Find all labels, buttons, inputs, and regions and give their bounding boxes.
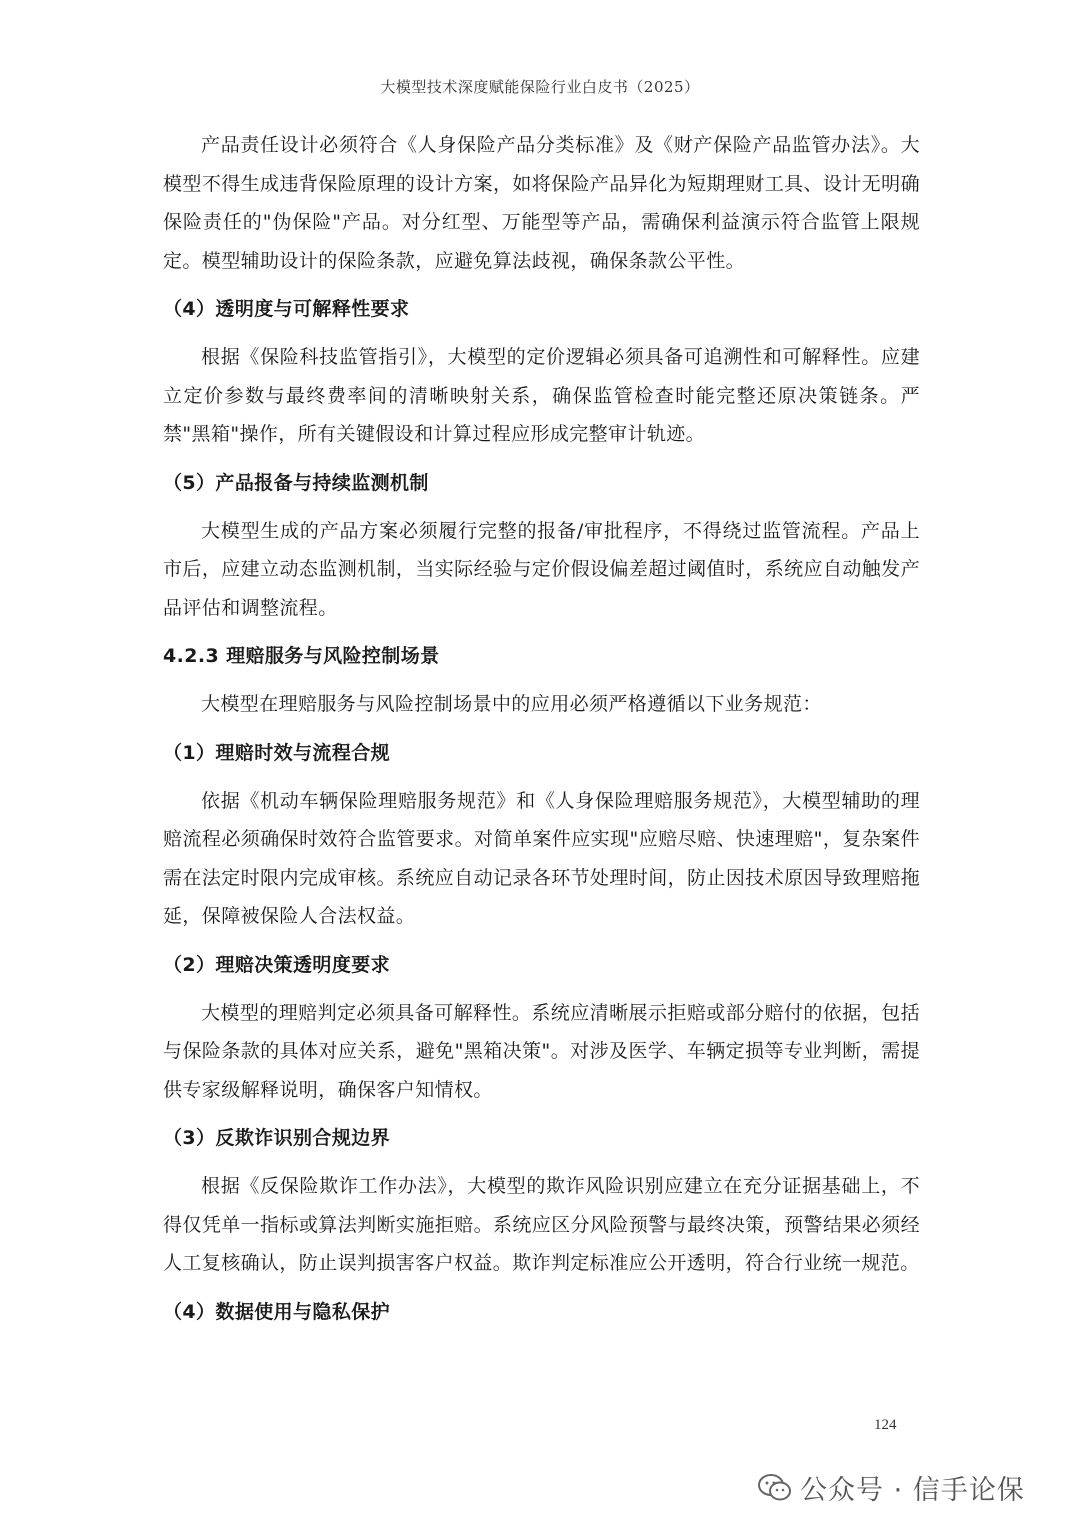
body-paragraph: 根据《保险科技监管指引》，大模型的定价逻辑必须具备可追溯性和可解释性。应建立定价参数与最终费率间的清晰映射关系，确保监管检查时能完整还原决策链条。严禁"黑箱"操作，所有关键假设和计算过程应形成完整审计轨迹。 [163, 346, 920, 445]
body-paragraph: 大模型在理赔服务与风险控制场景中的应用必须严格遵循以下业务规范： [201, 693, 822, 715]
body-paragraph: 根据《反保险欺诈工作办法》，大模型的欺诈风险识别应建立在充分证据基础上，不得仅凭单一指标或算法判断实施拒赔。系统应区分风险预警与最终决策，预警结果必须经人工复核确认，防止误判损害客户权益。欺诈判定标准应公开透明，符合行业统一规范。 [163, 1175, 920, 1274]
subheading: （4）透明度与可解释性要求 [163, 298, 410, 320]
section-heading: 4.2.3 理赔服务与风险控制场景 [163, 645, 440, 667]
body-paragraph: 产品责任设计必须符合《人身保险产品分类标准》及《财产保险产品监管办法》。大模型不得生成违背保险原理的设计方案，如将保险产品异化为短期理财工具、设计无明确保险责任的"伪保险"产品。对分红型、万能型等产品，需确保利益演示符合监管上限规定。模型辅助设计的保险条款，应避免算法歧视，确保条款公平性。 [163, 134, 920, 272]
body-paragraph: 大模型生成的产品方案必须履行完整的报备/审批程序，不得绕过监管流程。产品上市后，应建立动态监测机制，当实际经验与定价假设偏差超过阈值时，系统应自动触发产品评估和调整流程。 [163, 519, 920, 619]
page-body [163, 126, 920, 1341]
subheading: （5）产品报备与持续监测机制 [163, 471, 429, 494]
watermark-text: 公众号 · 信手论保 [800, 1475, 1025, 1506]
subheading: （3）反欺诈识别合规边界 [163, 1127, 391, 1149]
page-header-title: 大模型技术深度赋能保险行业白皮书（2025） [380, 78, 700, 96]
wechat-icon [758, 1473, 792, 1503]
subheading: （2）理赔决策透明度要求 [163, 953, 391, 976]
page-number: 124 [874, 1417, 897, 1433]
body-paragraph: 大模型的理赔判定必须具备可解释性。系统应清晰展示拒赔或部分赔付的依据，包括与保险条款的具体对应关系，避免"黑箱决策"。对涉及医学、车辆定损等专业判断，需提供专家级解释说明，确保客户知情权。 [163, 1001, 920, 1101]
subheading: （4）数据使用与隐私保护 [163, 1300, 391, 1323]
watermark [758, 1468, 1025, 1507]
body-paragraph: 依据《机动车辆保险理赔服务规范》和《人身保险理赔服务规范》，大模型辅助的理赔流程必须确保时效符合监管要求。对简单案件应实现"应赔尽赔、快速理赔"，复杂案件需在法定时限内完成审核。系统应自动记录各环节处理时间，防止因技术原因导致理赔拖延，保障被保险人合法权益。 [163, 789, 920, 927]
subheading: （1）理赔时效与流程合规 [163, 741, 391, 764]
